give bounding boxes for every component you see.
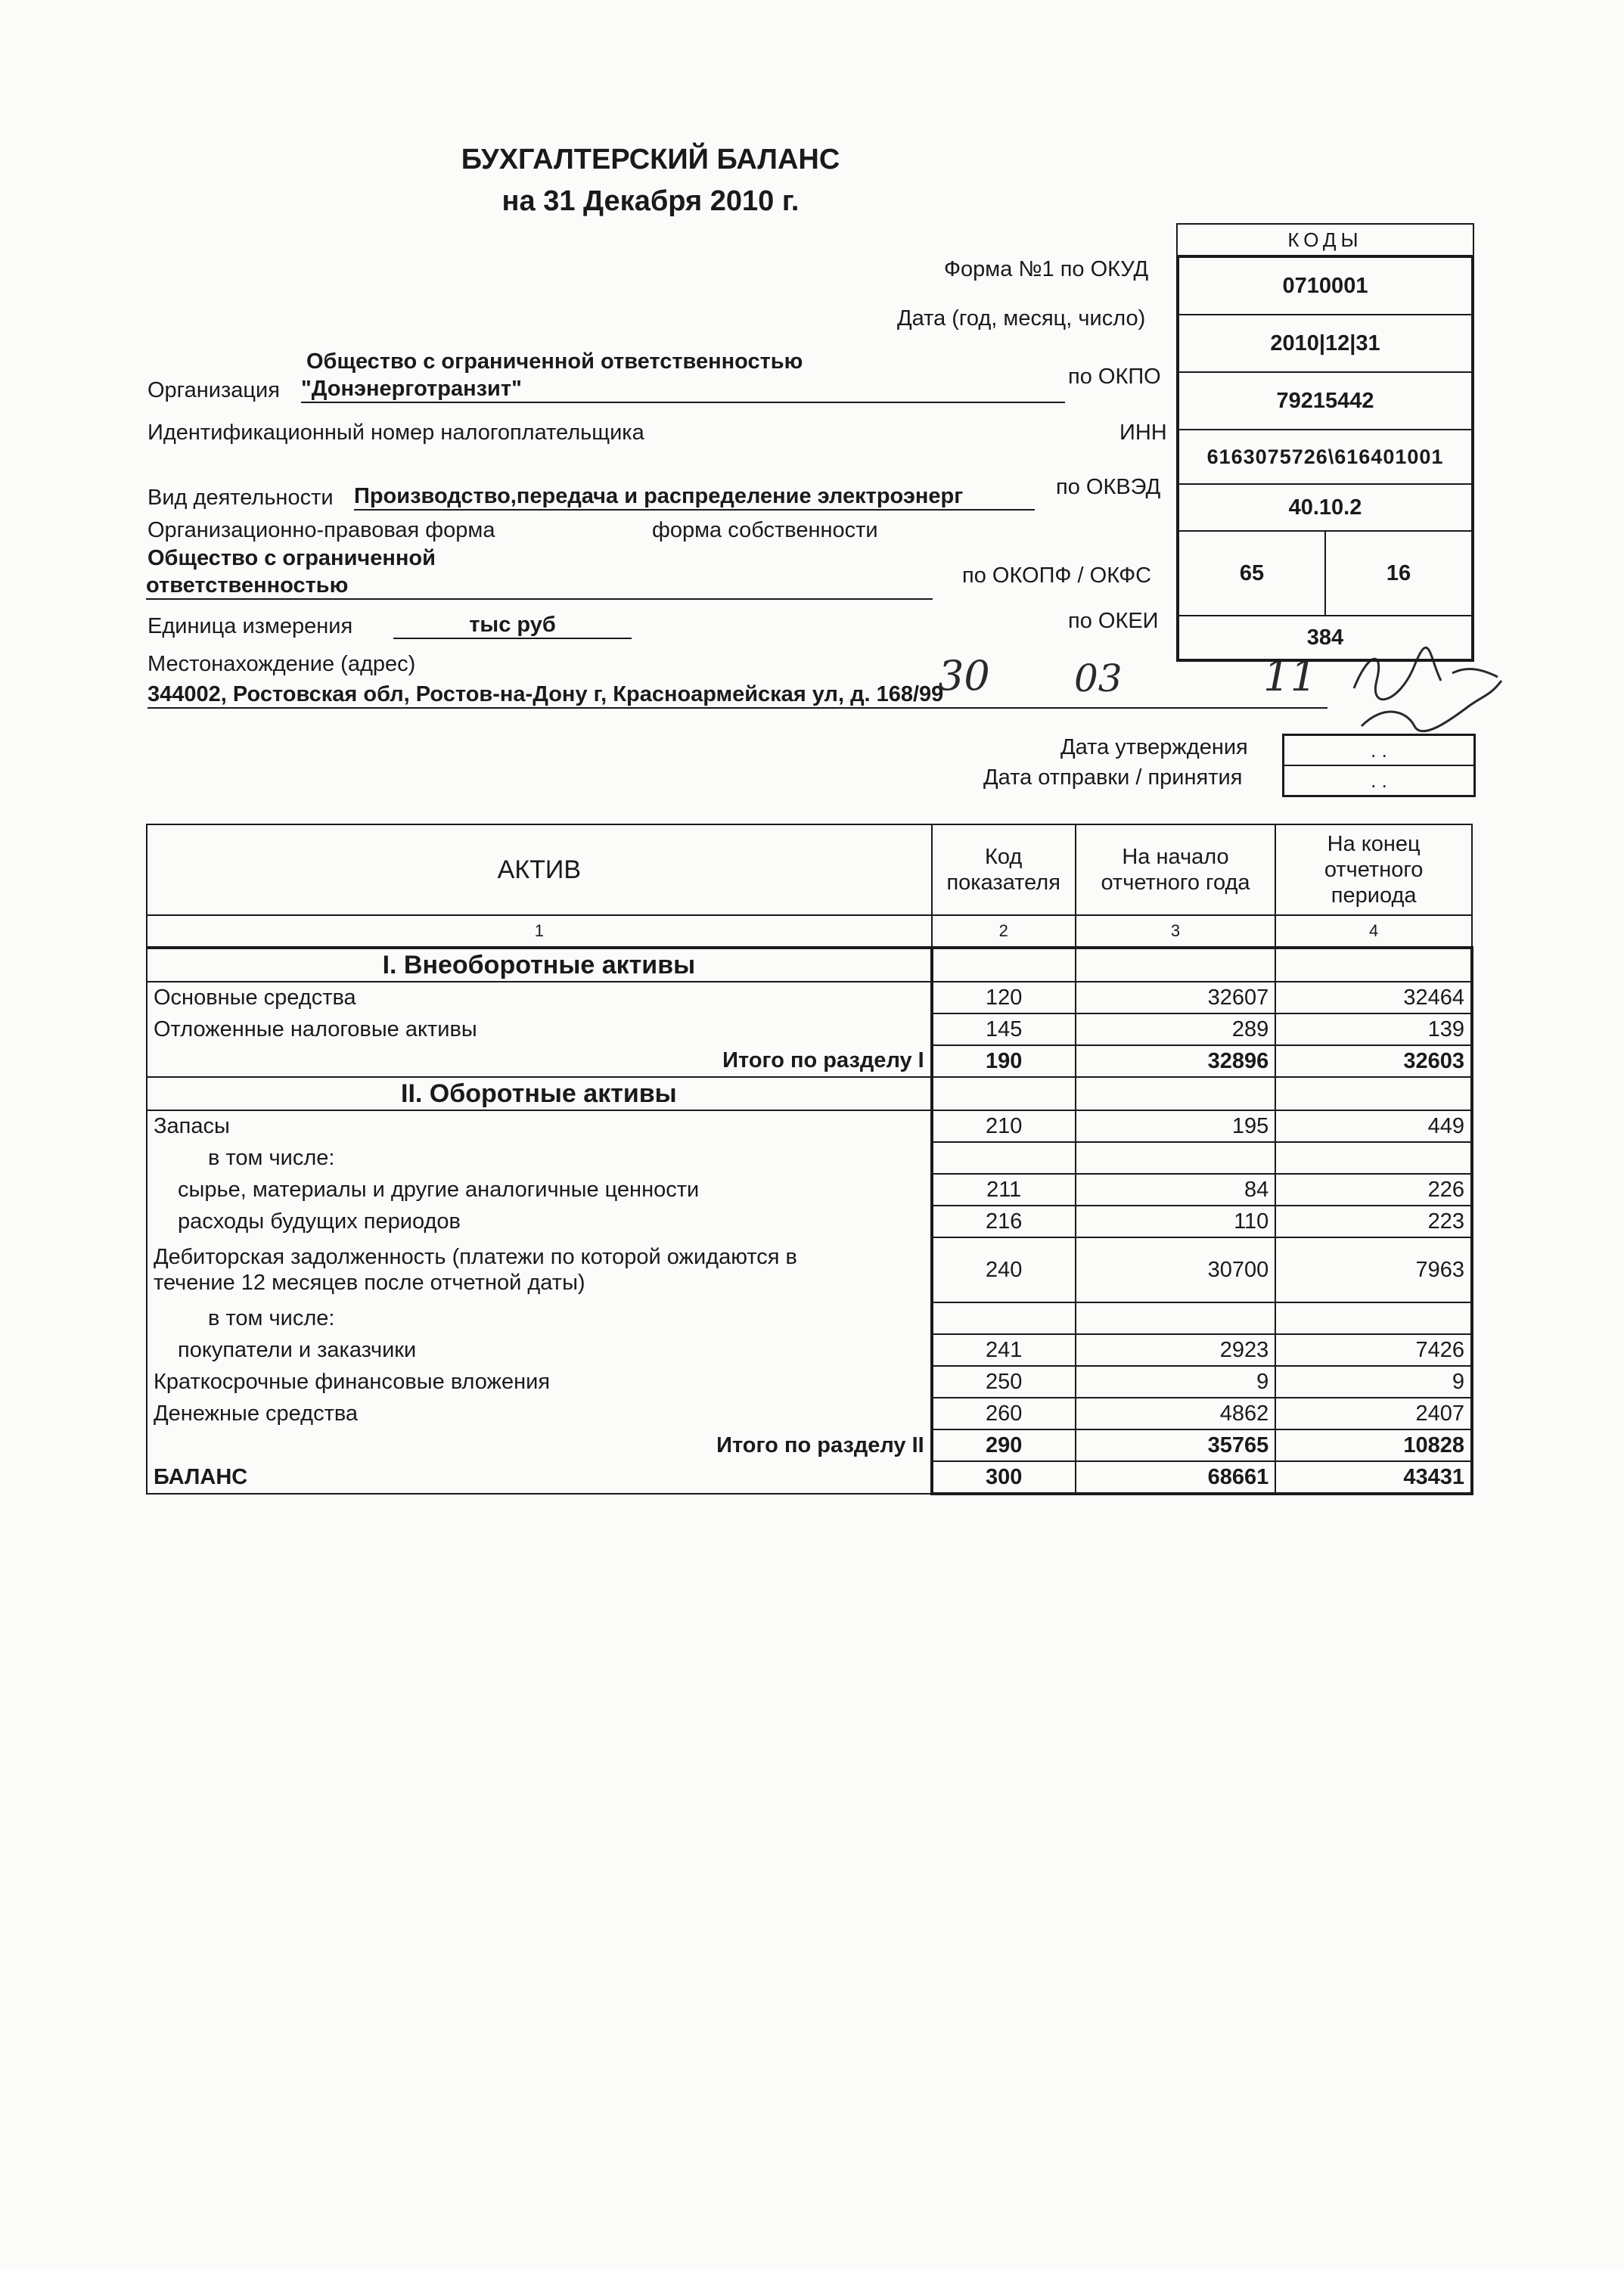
handwritten-year: 11 [1263, 652, 1318, 701]
approval-box [1282, 734, 1476, 797]
legal-form-label: Организационно-правовая форма [147, 518, 495, 542]
okfs-code: 16 [1386, 561, 1411, 585]
header-start: На начало отчетного года [1076, 824, 1276, 915]
okei-code: 384 [1306, 625, 1344, 650]
header-asset: АКТИВ [147, 824, 932, 915]
okopf-label: по ОКОПФ / ОКФС [962, 563, 1152, 588]
total-section-1: Итого по разделу I 190 32896 32603 [147, 1045, 1472, 1077]
table-row: Дебиторская задолженность (платежи по которой ожидаются в течение 12 месяцев после отчетной даты) 240 30700 7963 [147, 1237, 1472, 1302]
table-row: Денежные средства 260 4862 2407 [147, 1398, 1472, 1429]
table-row: в том числе: [147, 1302, 1472, 1334]
okei-label: по ОКЕИ [1068, 609, 1159, 633]
table-row: Отложенные налоговые активы 145 289 139 [147, 1013, 1472, 1045]
table-row: покупатели и заказчики 241 2923 7426 [147, 1334, 1472, 1366]
approved-value: . . [1284, 736, 1473, 766]
section-2-header [147, 1077, 1472, 1110]
total-section-2: Итого по разделу II 290 35765 10828 [147, 1429, 1472, 1461]
okud-label: Форма №1 по ОКУД [944, 257, 1149, 281]
legal-form-line2: ответственностью [146, 573, 933, 600]
codes-box [1176, 223, 1474, 662]
table-row: Запасы 210 195 449 [147, 1110, 1472, 1142]
taxpayer-label: Идентификационный номер налогоплательщика [147, 421, 644, 445]
approved-label: Дата утверждения [1060, 735, 1248, 759]
table-row: Основные средства 120 32607 32464 [147, 982, 1472, 1013]
section-1-header [147, 948, 1472, 982]
handwritten-day: 30 [938, 652, 990, 700]
activity-label: Вид деятельности [147, 486, 334, 510]
okved-code: 40.10.2 [1179, 485, 1471, 532]
document-date: на 31 Декабря 2010 г. [501, 185, 800, 217]
balance-table [146, 824, 1473, 1495]
ownership-label: форма собственности [652, 518, 878, 542]
org-name-line2: "Донэнерготранзит" [301, 377, 1065, 403]
table-header [147, 824, 1472, 915]
header-end: На конец отчетного периода [1275, 824, 1472, 915]
org-name-line1: Общество с ограниченной ответственностью [306, 349, 803, 374]
inn-code: 6163075726\616401001 [1179, 430, 1471, 485]
unit-value: тыс руб [393, 613, 632, 639]
table-row: Краткосрочные финансовые вложения 250 9 9 [147, 1366, 1472, 1398]
column-numbers: 1 2 3 4 [147, 915, 1472, 948]
sent-label: Дата отправки / принятия [983, 765, 1243, 790]
sent-value: . . [1371, 769, 1387, 792]
header-code: Код показателя [932, 824, 1076, 915]
okud-code: 0710001 [1179, 258, 1471, 315]
okpo-code: 79215442 [1179, 373, 1471, 430]
date-label: Дата (год, месяц, число) [897, 306, 1146, 331]
balance-total-row: БАЛАНС 300 68661 43431 [147, 1461, 1472, 1494]
section-2-title: II. Оборотные активы [147, 1077, 932, 1110]
address-label: Местонахождение (адрес) [147, 652, 416, 676]
codes-header: КОДЫ [1178, 225, 1473, 256]
activity-value: Производство,передача и распределение электроэнерг [354, 484, 1035, 511]
okopf-okfs-row [1179, 532, 1471, 616]
okpo-label: по ОКПО [1068, 365, 1161, 389]
unit-label: Единица измерения [147, 614, 353, 638]
handwritten-month: 03 [1074, 656, 1123, 700]
okopf-code: 65 [1179, 532, 1326, 615]
table-row: сырье, материалы и другие аналогичные ценности 211 84 226 [147, 1174, 1472, 1206]
section-1-title: I. Внеоборотные активы [147, 948, 932, 982]
table-row: в том числе: [147, 1142, 1472, 1174]
inn-label: ИНН [1119, 421, 1167, 445]
legal-form-line1: Общество с ограниченной [147, 546, 436, 570]
org-label: Организация [147, 378, 280, 402]
address-value: 344002, Ростовская обл, Ростов-на-Дону г, Красноармейская ул, д. 168/99 [147, 682, 1327, 709]
date-code: 2010|12|31 [1179, 315, 1471, 373]
okved-label: по ОКВЭД [1056, 475, 1161, 499]
document-title: БУХГАЛТЕРСКИЙ БАЛАНС [461, 144, 840, 175]
table-row: расходы будущих периодов 216 110 223 [147, 1206, 1472, 1237]
